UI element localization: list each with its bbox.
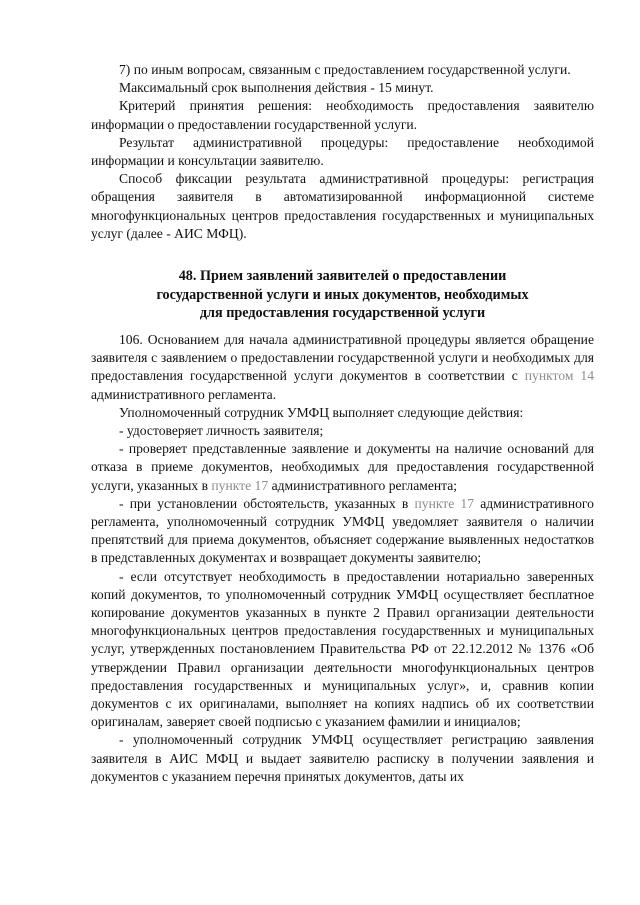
obstacles-text-start: - при установлении обстоятельств, указанных в (119, 495, 409, 511)
link-point-17-second[interactable]: пункте 17 (414, 495, 475, 511)
check-documents-text-start: - проверяет представленные заявление и документы на наличие оснований для отказа в приеме документов, необходимых для предоставления государственной услуги, указанных в (91, 441, 594, 493)
list-item-registration: - уполномоченный сотрудник УМФЦ осуществляет регистрацию заявления заявителя в АИС МФЦ и выдает заявителю расписку в получении заявления и документов с указанием перечня принятых документов, даты их (91, 732, 594, 784)
paragraph-actions-intro: Уполномоченный сотрудник УМФЦ выполняет следующие действия: (119, 404, 524, 420)
list-item-obstacles (91, 495, 594, 568)
section-heading (91, 267, 594, 323)
paragraph-106 (91, 331, 594, 404)
list-item-identity: - удостоверяет личность заявителя; (119, 423, 324, 439)
paragraph-106-text-end: административного регламента. (91, 386, 277, 402)
paragraph-106-text-start: 106. Основанием для начала административной процедуры является обращение заявителя с заявлением о предоставлении государственной услуги и необходимых для предоставления государственной услуги документов в соответствии с (91, 332, 594, 384)
section-consultation (91, 61, 594, 243)
list-item-check-documents (91, 440, 594, 495)
paragraph-fixation-method: Способ фиксации результата административной процедуры: регистрация обращения заявителя в автоматизированной информационной системе многофункциональных центров предоставления государственных и муниципальных услуг (далее - АИС МФЦ). (91, 171, 594, 241)
heading-line-1: 48. Прием заявлений заявителей о предоставлении (178, 268, 507, 284)
section-reception (91, 331, 594, 786)
paragraph-result: Результат административной процедуры: предоставление необходимой информации и консультации заявителю. (91, 134, 594, 169)
heading-line-3: для предоставления государственной услуги (199, 305, 486, 322)
heading-line-2: государственной услуги и иных документов, необходимых (156, 286, 529, 303)
check-documents-text-end: административного регламента; (271, 477, 458, 493)
link-point-17[interactable]: пункте 17 (211, 477, 269, 493)
paragraph-other-questions: 7) по иным вопросам, связанным с предоставлением государственной услуги. (119, 62, 571, 77)
list-item-copying: - если отсутствует необходимость в предоставлении нотариально заверенных копий документов, то уполномоченный сотрудник УМФЦ осуществляет бесплатное копирование документов указанных в пункте 2 Правил организации деятельности многофункциональных центров предоставления государственных и муниципальных услуг, утвержденных постановлением Правительства РФ от 22.12.2012 № 1376 «Об утверждении Правил организации деятельности многофункциональных центров предоставления государственных и муниципальных услуг», и, сравнив копии документов с их оригиналами, выполняет на копиях надпись об их соответствии оригиналам, заверяет своей подписью с указанием фамилии и инициалов; (91, 568, 594, 730)
paragraph-max-time: Максимальный срок выполнения действия - 15 минут. (119, 80, 434, 96)
link-point-14[interactable]: пунктом 14 (524, 368, 595, 384)
paragraph-decision-criterion: Критерий принятия решения: необходимость предоставления заявителю информации о предоставлении государственной услуги. (91, 98, 594, 132)
obstacles-text-end: административного регламента, уполномоченный сотрудник УМФЦ уведомляет заявителя о наличии препятствий для приема документов, объясняет содержание выявленных недостатков в представленных документах и возвращает документы заявителю; (91, 495, 594, 566)
